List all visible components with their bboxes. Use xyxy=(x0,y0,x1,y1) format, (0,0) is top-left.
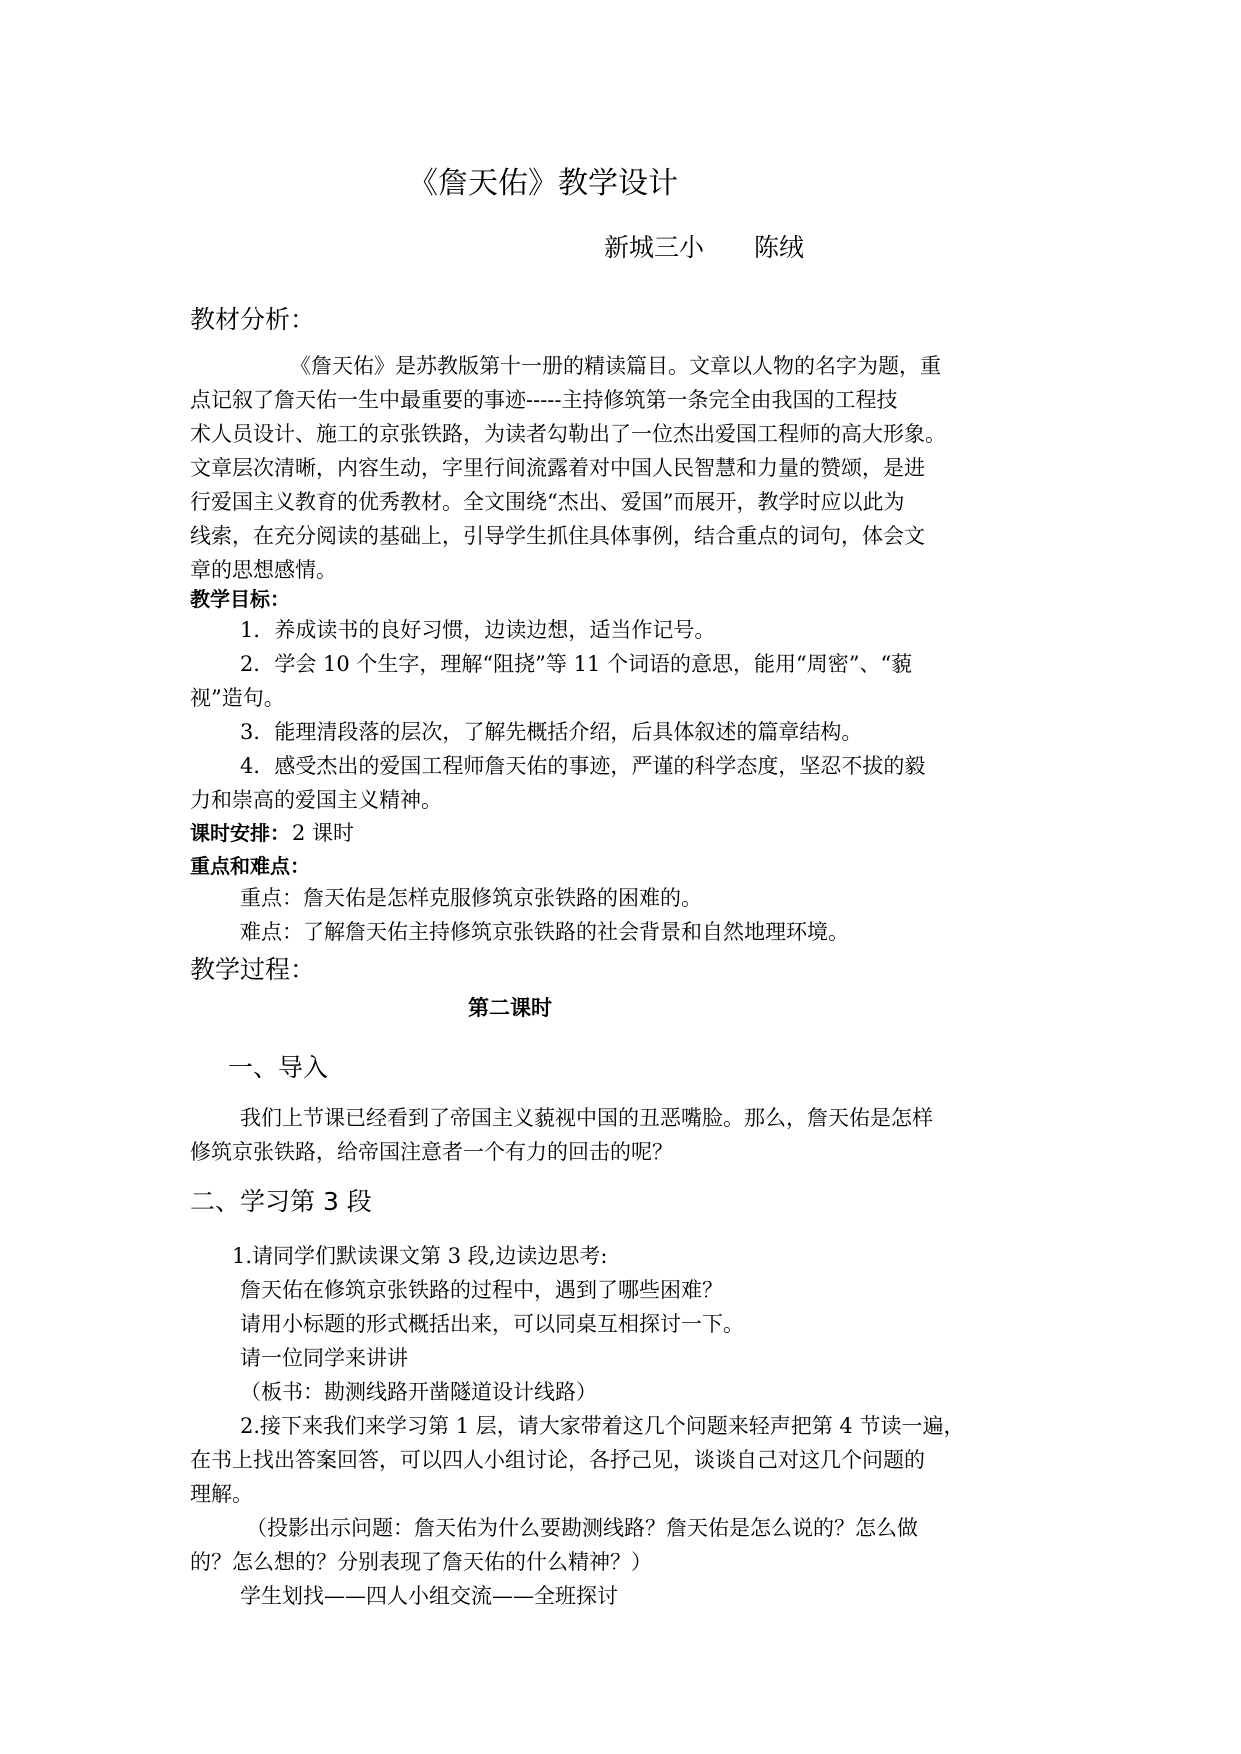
goal-line: 视”造句。 xyxy=(190,686,285,710)
section2-line: 詹天佑在修筑京张铁路的过程中，遇到了哪些困难？ xyxy=(240,1278,723,1302)
section2-line: 2.接下来我们来学习第 1 层，请大家带着这几个问题来轻声把第 4 节读一遍， xyxy=(240,1414,965,1438)
lesson-title: 第二课时 xyxy=(468,996,552,1020)
schedule-label: 课时安排： xyxy=(190,821,290,845)
schedule-value: 2 课时 xyxy=(292,821,355,845)
material-line: 点记叙了詹天佑一生中最重要的事迹-----主持修筑第一条完全由我国的工程技 xyxy=(190,388,898,412)
author-line: 新城三小 陈绒 xyxy=(604,233,805,262)
material-line: 术人员设计、施工的京张铁路，为读者勾勒出了一位杰出爱国工程师的高大形象。 xyxy=(190,422,946,446)
section2-line: 理解。 xyxy=(190,1482,253,1506)
section2-line: （板书：勘测线路开凿隧道设计线路） xyxy=(240,1380,597,1404)
key-point: 重点：詹天佑是怎样克服修筑京张铁路的困难的。 xyxy=(240,886,702,910)
material-heading: 教材分析： xyxy=(190,305,316,334)
process-heading: 教学过程： xyxy=(190,955,316,984)
section1-line: 我们上节课已经看到了帝国主义藐视中国的丑恶嘴脸。那么，詹天佑是怎样 xyxy=(240,1106,933,1130)
section2-line: 请用小标题的形式概括出来，可以同桌互相探讨一下。 xyxy=(240,1312,744,1336)
keypoints-heading: 重点和难点： xyxy=(190,854,310,878)
material-line: 《詹天佑》是苏教版第十一册的精读篇目。文章以人物的名字为题，重 xyxy=(290,354,941,378)
goal-line: 2．学会 10 个生字，理解“阻挠”等 11 个词语的意思，能用“周密”、“藐 xyxy=(240,652,913,676)
goal-line: 3．能理清段落的层次，了解先概括介绍，后具体叙述的篇章结构。 xyxy=(240,720,863,744)
material-line: 线索，在充分阅读的基础上，引导学生抓住具体事例，结合重点的词句，体会文 xyxy=(190,524,925,548)
section1-line: 修筑京张铁路，给帝国注意者一个有力的回击的呢？ xyxy=(190,1140,673,1164)
goal-line: 力和崇高的爱国主义精神。 xyxy=(190,788,442,812)
material-line: 章的思想感情。 xyxy=(190,558,337,582)
goal-line: 4．感受杰出的爱国工程师詹天佑的事迹，严谨的科学态度，坚忍不拔的毅 xyxy=(240,754,926,778)
goal-line: 1．养成读书的良好习惯，边读边想，适当作记号。 xyxy=(240,618,716,642)
difficulty: 难点：了解詹天佑主持修筑京张铁路的社会背景和自然地理环境。 xyxy=(240,920,849,944)
material-line: 文章层次清晰，内容生动，字里行间流露着对中国人民智慧和力量的赞颂，是进 xyxy=(190,456,925,480)
section2-line: 请一位同学来讲讲 xyxy=(240,1346,408,1370)
material-line: 行爱国主义教育的优秀教材。全文围绕“杰出、爱国”而展开，教学时应以此为 xyxy=(190,490,905,514)
document-title: 《詹天佑》教学设计 xyxy=(408,166,678,201)
goals-heading: 教学目标： xyxy=(190,587,290,611)
section2-line: 的？怎么想的？分别表现了詹天佑的什么精神？） xyxy=(190,1550,652,1574)
section2-line: 在书上找出答案回答，可以四人小组讨论，各抒己见，谈谈自己对这几个问题的 xyxy=(190,1448,925,1472)
section2-line: （投影出示问题：詹天佑为什么要勘测线路？詹天佑是怎么说的？怎么做 xyxy=(246,1516,918,1540)
section2-heading: 二、学习第 3 段 xyxy=(190,1187,372,1216)
section1-heading: 一、导入 xyxy=(228,1053,329,1082)
section2-line: 学生划找——四人小组交流——全班探讨 xyxy=(240,1584,618,1608)
section2-line: 1.请同学们默读课文第 3 段,边读边思考: xyxy=(232,1244,608,1268)
